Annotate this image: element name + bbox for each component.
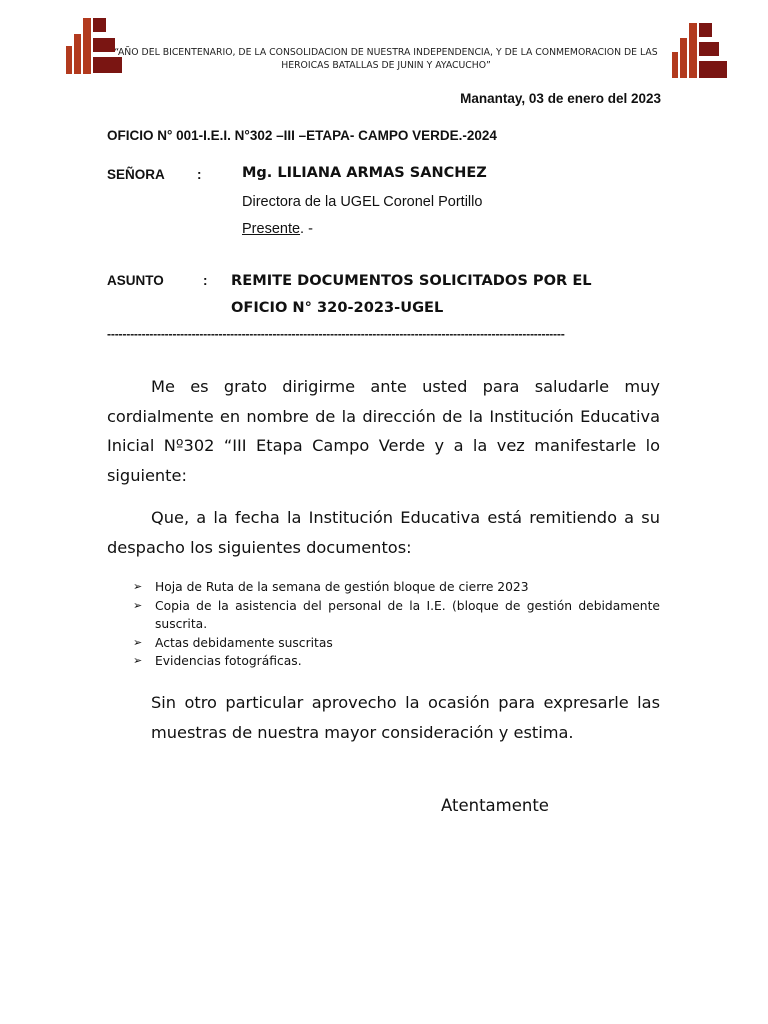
school-logo-right [670, 20, 730, 80]
list-item: ➢ Evidencias fotográficas. [133, 652, 660, 671]
letter-date: Manantay, 03 de enero del 2023 [460, 91, 661, 106]
list-item: ➢ Hoja de Ruta de la semana de gestión bloque de cierre 2023 [133, 578, 660, 597]
arrow-bullet-icon: ➢ [133, 580, 143, 593]
subject-line-2: OFICIO N° 320-2023-UGEL [231, 299, 444, 316]
subject-label: ASUNTO [107, 273, 164, 288]
arrow-bullet-icon: ➢ [133, 635, 143, 649]
signoff: Atentamente [441, 796, 549, 815]
body-paragraph-1: Me es grato dirigirme ante usted para saludarle muy cordialmente en nombre de la dirección de la Institución Educativa Inicial Nº302 “III Etapa Campo Verde y a la vez manifestarle lo siguiente: [107, 377, 660, 485]
subject-colon: : [203, 273, 208, 288]
documents-list [133, 578, 660, 671]
arrow-bullet-icon: ➢ [133, 654, 143, 668]
separator-line: ----------------------------------------------------------------------------------------------------------------------- [107, 327, 565, 341]
subject-line-1: REMITE DOCUMENTOS SOLICITADOS POR EL [231, 272, 592, 289]
presente-suffix: . - [300, 221, 313, 237]
header-motto: “AÑO DEL BICENTENARIO, DE LA CONSOLIDACION DE NUESTRA INDEPENDENCIA, Y DE LA CONMEMORACION DE LAS HEROICAS BATALLAS DE JUNIN Y AYACUCHO” [114, 47, 658, 71]
recipient-colon: : [197, 167, 202, 182]
body-paragraph-2: Que, a la fecha la Institución Educativa está remitiendo a su despacho los siguientes documentos: [107, 508, 660, 557]
recipient-label: SEÑORA [107, 167, 165, 182]
recipient-name: Mg. LILIANA ARMAS SANCHEZ [242, 165, 487, 181]
letter-reference: OFICIO N° 001-I.E.I. N°302 –III –ETAPA- CAMPO VERDE.-2024 [107, 128, 497, 143]
recipient-title: Directora de la UGEL Coronel Portillo [242, 194, 483, 210]
presente-word: Presente [242, 221, 301, 237]
arrow-bullet-icon: ➢ [133, 598, 143, 612]
recipient-presente [242, 221, 313, 237]
closing-paragraph: Sin otro particular aprovecho la ocasión para expresarle las muestras de nuestra mayor consideración y estima. [151, 693, 660, 742]
list-item: ➢ Actas debidamente suscritas [133, 634, 660, 653]
list-item: ➢ Copia de la asistencia del personal de la I.E. (bloque de gestión debidamente suscrita. [133, 598, 660, 632]
